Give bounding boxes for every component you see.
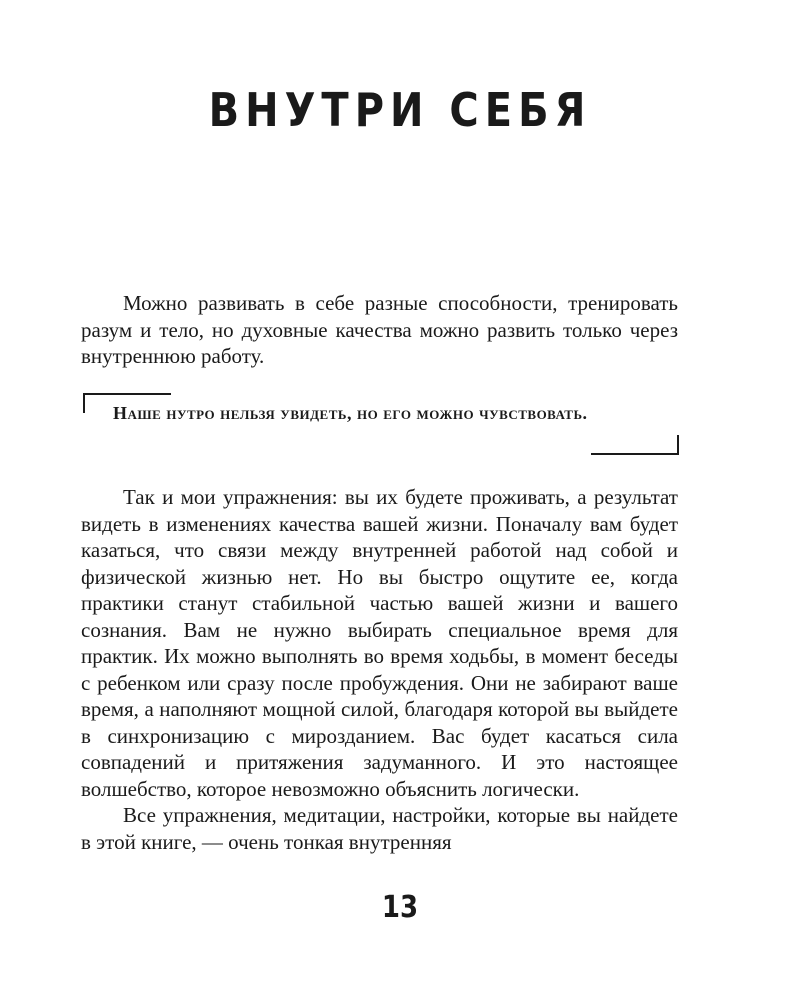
callout-text: Наше нутро нельзя увидеть, но его можно чувствовать. [113, 403, 588, 423]
intro-text [81, 290, 678, 370]
body-text [81, 484, 678, 855]
callout-bracket-bottom-right [591, 435, 679, 455]
body-paragraph: Так и мои упражнения: вы их будете проживать, а результат видеть в изменениях качества вашей жизни. Поначалу вам будет казаться, что связи между внутренней работой над собой и физической жизнью нет. Но вы быстро ощутите ее, когда практики станут стабильной частью вашей жизни и вашего сознания. Вам не нужно выбирать специальное время для практик. Их можно выполнять во время ходьбы, в момент беседы с ребенком или сразу после пробуждения. Они не забирают ваше время, а наполняют мощной силой, благодаря которой вы выйдете в синхронизацию с мирозданием. Вас будет касаться сила совпадений и притяжения задуманного. И это настоящее волшебство, которое невозможно объяснить логически. [81, 485, 678, 801]
page-number: 13 [381, 890, 419, 926]
body-paragraph: Все упражнения, медитации, настройки, которые вы найдете в этой книге, — очень тонкая внутренняя [81, 803, 678, 854]
intro-paragraph: Можно развивать в себе разные способности, тренировать разум и тело, но духовные качества можно развить только через внутреннюю работу. [81, 291, 678, 368]
callout-quote [81, 393, 681, 455]
chapter-title: ВНУТРИ СЕБЯ [208, 84, 592, 138]
